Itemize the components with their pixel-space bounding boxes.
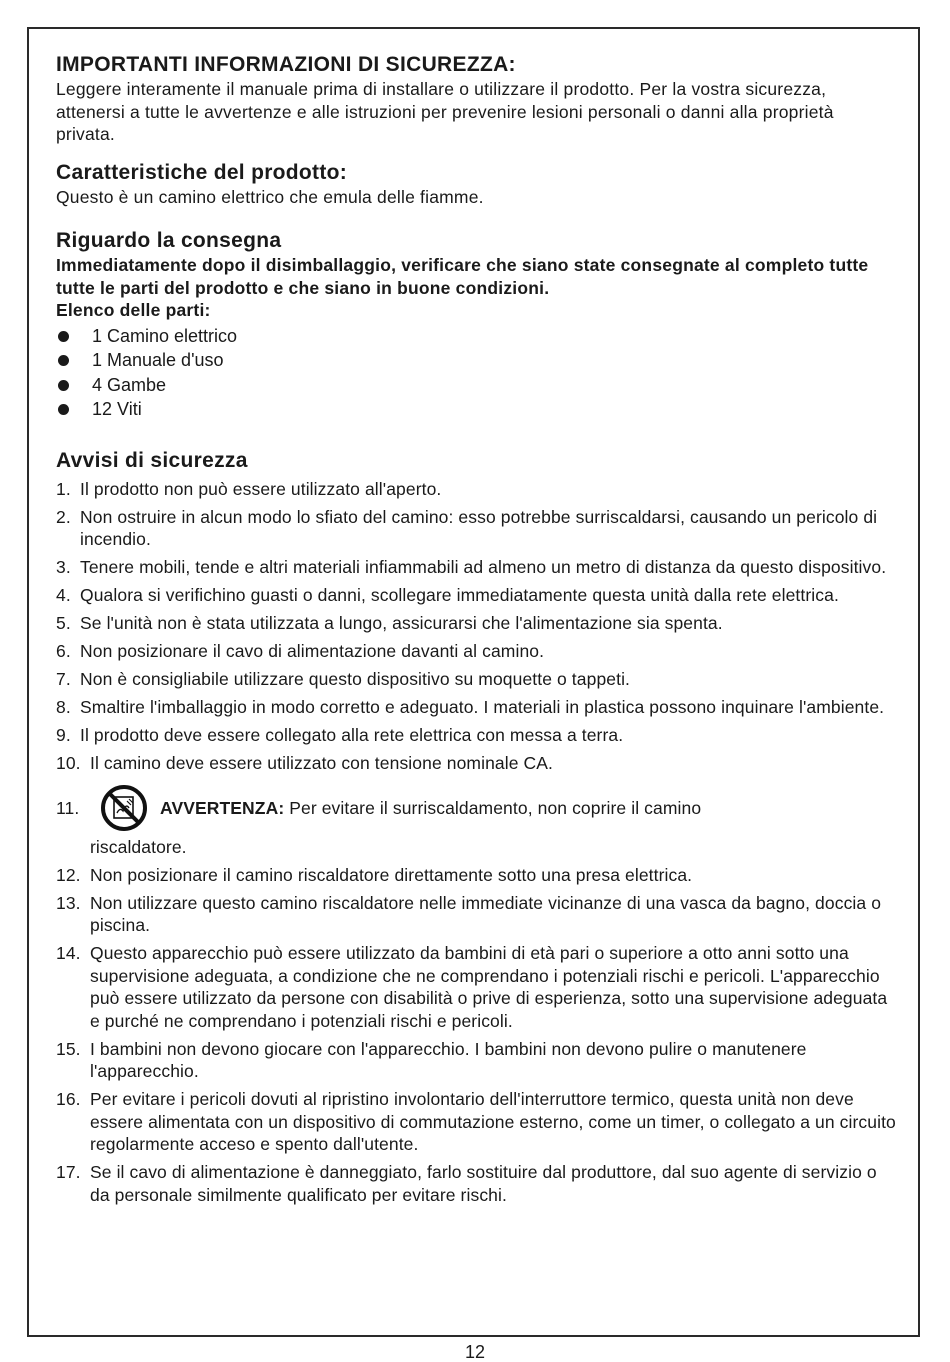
page-title: IMPORTANTI INFORMAZIONI DI SICUREZZA: [56, 53, 516, 76]
important-info-section [56, 52, 896, 146]
warning-label: AVVERTENZA: [160, 797, 285, 818]
list-item: 4. Qualora si verifichino guasti o danni, scollegare immediatamente questa unità dalla rete elettrica. [56, 585, 839, 605]
page-number: 12 [464, 1342, 486, 1362]
bullet-icon [58, 331, 69, 342]
do-not-cover-icon [100, 784, 148, 832]
delivery-title: Riguardo la consegna [56, 229, 282, 252]
list-item: 1 Manuale d'uso [56, 348, 896, 373]
list-item: 14. Questo apparecchio può essere utilizzato da bambini di età pari o superiore a otto anni sotto una supervisione adeguata, a condizione che ne comprendano i potenziali rischi e pericoli. L'apparecchio può essere utilizzato da persone con disabilità o prive di esperienza, sotto una supervisione adeguata e purché ne comprendano i potenziali rischi e pericoli. [56, 943, 888, 1031]
list-item: 1 Camino elettrico [56, 324, 896, 349]
warning-item-number: 11. [56, 797, 80, 818]
safety-section [56, 448, 896, 1207]
parts-title: Elenco delle parti: [56, 300, 211, 320]
features-section [56, 160, 896, 209]
list-item: 9. Il prodotto deve essere collegato alla rete elettrica con messa a terra. [56, 725, 624, 745]
list-item: 12 Viti [56, 397, 896, 422]
list-item: 2. Non ostruire in alcun modo lo sfiato del camino: esso potrebbe surriscaldarsi, causando un pericolo di incendio. [56, 506, 878, 549]
list-item: 16. Per evitare i pericoli dovuti al ripristino involontario dell'interruttore termico, questa unità non deve essere alimentata con un dispositivo di commutazione esterno, come un timer, o collegato a un circuito regolarmente acceso e spento dall'utente. [56, 1089, 896, 1154]
intro-text: Leggere interamente il manuale prima di installare o utilizzare il prodotto. Per la vostra sicurezza, attenersi a tutte le avvertenze e alle istruzioni per prevenire lesioni personali o danni alla proprietà privata. [56, 79, 834, 144]
delivery-section [56, 228, 896, 422]
warning-item: 11. AVVERTENZA: Per evitare il surriscaldamento, non coprire il camino riscaldatore. [56, 780, 896, 859]
page-content [56, 52, 896, 1212]
list-item: 13. Non utilizzare questo camino riscaldatore nelle immediate vicinanze di una vasca da bagno, doccia o piscina. [56, 892, 882, 935]
list-item: 15. I bambini non devono giocare con l'apparecchio. I bambini non devono pulire o manutenere l'apparecchio. [56, 1038, 807, 1081]
list-item: 12. Non posizionare il camino riscaldatore direttamente sotto una presa elettrica. [56, 864, 693, 885]
bullet-icon [58, 380, 69, 391]
warning-continuation: riscaldatore. [90, 837, 187, 857]
bullet-icon [58, 355, 69, 366]
parts-list [56, 324, 896, 422]
list-item: 1. Il prodotto non può essere utilizzato all'aperto. [56, 478, 442, 499]
list-item: 6. Non posizionare il cavo di alimentazione davanti al camino. [56, 641, 545, 661]
list-item: 10. Il camino deve essere utilizzato con tensione nominale CA. [56, 753, 553, 773]
features-text: Questo è un camino elettrico che emula delle fiamme. [56, 186, 484, 207]
list-item: 17. Se il cavo di alimentazione è danneggiato, farlo sostituire dal produttore, dal suo agente di servizio o da personale similmente qualificato per evitare rischi. [56, 1162, 877, 1205]
safety-list [56, 478, 896, 1207]
list-item: 5. Se l'unità non è stata utilizzata a lungo, assicurarsi che l'alimentazione sia spenta. [56, 613, 723, 633]
features-title: Caratteristiche del prodotto: [56, 160, 348, 184]
list-item: 8. Smaltire l'imballaggio in modo corretto e adeguato. I materiali in plastica possono inquinare l'ambiente. [56, 697, 885, 717]
bullet-icon [58, 404, 69, 415]
delivery-notice: Immediatamente dopo il disimballaggio, verificare che siano state consegnate al completo tutte tutte le parti del prodotto e che siano in buone condizioni. [56, 255, 869, 298]
list-item: 7. Non è consigliabile utilizzare questo dispositivo su moquette o tappeti. [56, 669, 631, 689]
list-item: 3. Tenere mobili, tende e altri materiali infiammabili ad almeno un metro di distanza da questo dispositivo. [56, 557, 887, 577]
list-item: 4 Gambe [56, 373, 896, 398]
safety-title: Avvisi di sicurezza [56, 448, 248, 472]
